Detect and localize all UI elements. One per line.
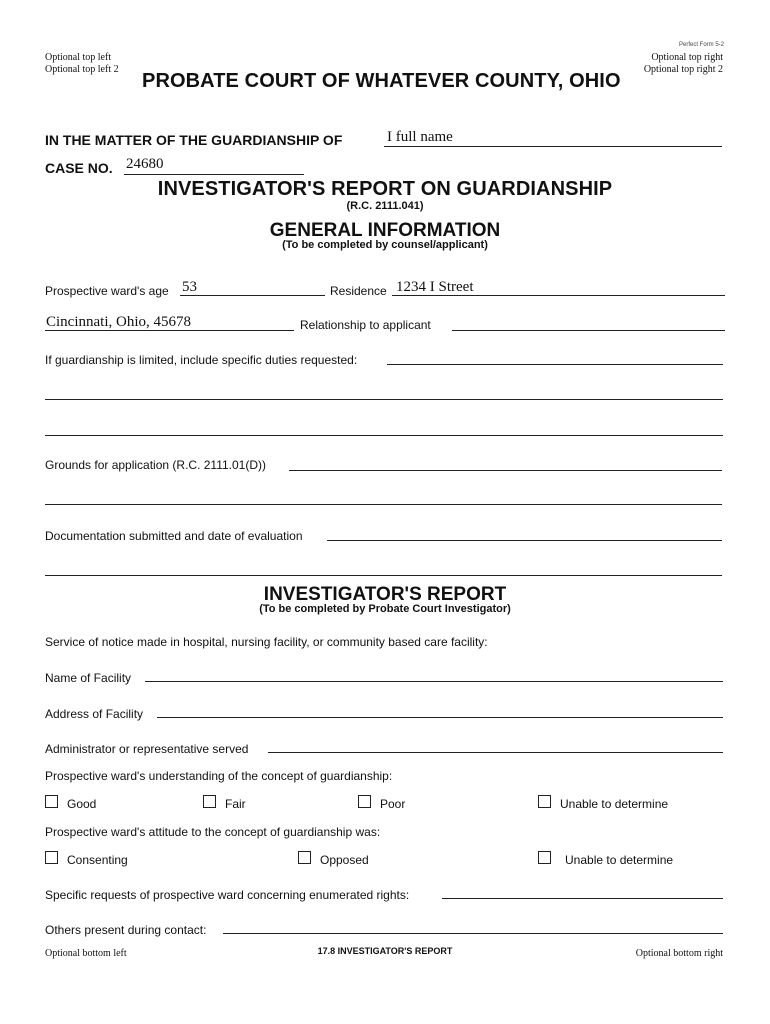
matter-label: IN THE MATTER OF THE GUARDIANSHIP OF	[45, 132, 343, 148]
requests-field[interactable]	[442, 898, 723, 899]
attitude-unable-label: Unable to determine	[565, 853, 674, 867]
case-value: 24680	[126, 156, 164, 172]
residence-label: Residence	[330, 284, 387, 298]
others-field[interactable]	[223, 933, 723, 934]
documentation-label: Documentation submitted and date of evaluation	[45, 529, 303, 543]
limited-field-2[interactable]	[45, 399, 723, 400]
grounds-field-1[interactable]	[289, 470, 722, 471]
understanding-good-checkbox[interactable]	[45, 795, 58, 808]
residence-value: 1234 I Street	[396, 279, 474, 295]
form-id: Perfect Form 5-2	[678, 42, 724, 48]
understanding-fair-checkbox[interactable]	[203, 795, 216, 808]
case-label: CASE NO.	[45, 160, 113, 176]
others-label: Others present during contact:	[45, 923, 207, 937]
administrator-field[interactable]	[268, 752, 723, 753]
understanding-unable-label: Unable to determine	[560, 797, 669, 811]
documentation-field-1[interactable]	[327, 540, 722, 541]
general-subheading: (To be completed by counsel/applicant)	[282, 239, 488, 251]
attitude-consenting-label: Consenting	[67, 853, 128, 867]
attitude-consenting-checkbox[interactable]	[45, 851, 58, 864]
attitude-label: Prospective ward's attitude to the concept of guardianship was:	[45, 825, 381, 839]
optional-top-right-2: Optional top right 2	[643, 64, 723, 75]
age-label: Prospective ward's age	[45, 284, 169, 298]
grounds-label: Grounds for application (R.C. 2111.01(D))	[45, 458, 266, 472]
grounds-field-2[interactable]	[45, 504, 722, 505]
matter-field[interactable]	[384, 146, 722, 147]
city-value: Cincinnati, Ohio, 45678	[46, 314, 191, 330]
case-field[interactable]	[124, 174, 304, 175]
attitude-opposed-label: Opposed	[320, 853, 369, 867]
limited-field-3[interactable]	[45, 435, 723, 436]
optional-top-left-1: Optional top left	[45, 52, 112, 63]
optional-top-right-1: Optional top right	[651, 52, 723, 63]
age-field[interactable]	[180, 295, 325, 296]
understanding-fair-label: Fair	[225, 797, 246, 811]
administrator-label: Administrator or representative served	[45, 742, 249, 756]
investigator-subheading: (To be completed by Probate Court Investigator)	[259, 603, 511, 615]
understanding-poor-checkbox[interactable]	[358, 795, 371, 808]
optional-bottom-left: Optional bottom left	[45, 948, 127, 959]
limited-field-1[interactable]	[387, 364, 723, 365]
facility-name-field[interactable]	[145, 681, 723, 682]
attitude-opposed-checkbox[interactable]	[298, 851, 311, 864]
requests-label: Specific requests of prospective ward concerning enumerated rights:	[45, 888, 410, 902]
general-heading: GENERAL INFORMATION	[269, 220, 501, 241]
limited-label: If guardianship is limited, include specific duties requested:	[45, 353, 358, 367]
optional-bottom-right: Optional bottom right	[635, 948, 723, 959]
facility-address-label: Address of Facility	[45, 707, 144, 721]
documentation-field-2[interactable]	[45, 575, 722, 576]
understanding-good-label: Good	[67, 797, 97, 811]
facility-name-label: Name of Facility	[45, 671, 132, 685]
attitude-unable-checkbox[interactable]	[538, 851, 551, 864]
optional-top-left-2: Optional top left 2	[45, 64, 119, 75]
understanding-label: Prospective ward's understanding of the concept of guardianship:	[45, 769, 393, 783]
understanding-unable-checkbox[interactable]	[538, 795, 551, 808]
facility-address-field[interactable]	[157, 717, 723, 718]
relationship-field[interactable]	[452, 330, 725, 331]
report-statute: (R.C. 2111.041)	[346, 200, 424, 212]
investigator-heading: INVESTIGATOR'S REPORT	[263, 584, 507, 605]
age-value: 53	[182, 279, 197, 295]
relationship-label: Relationship to applicant	[300, 318, 431, 332]
understanding-poor-label: Poor	[380, 797, 406, 811]
court-title: PROBATE COURT OF WHATEVER COUNTY, OHIO	[142, 70, 621, 92]
service-label: Service of notice made in hospital, nursing facility, or community based care facility:	[45, 635, 488, 649]
footer-form-title: 17.8 INVESTIGATOR'S REPORT	[317, 946, 453, 956]
report-title: INVESTIGATOR'S REPORT ON GUARDIANSHIP	[157, 178, 613, 200]
matter-value: I full name	[387, 129, 453, 145]
